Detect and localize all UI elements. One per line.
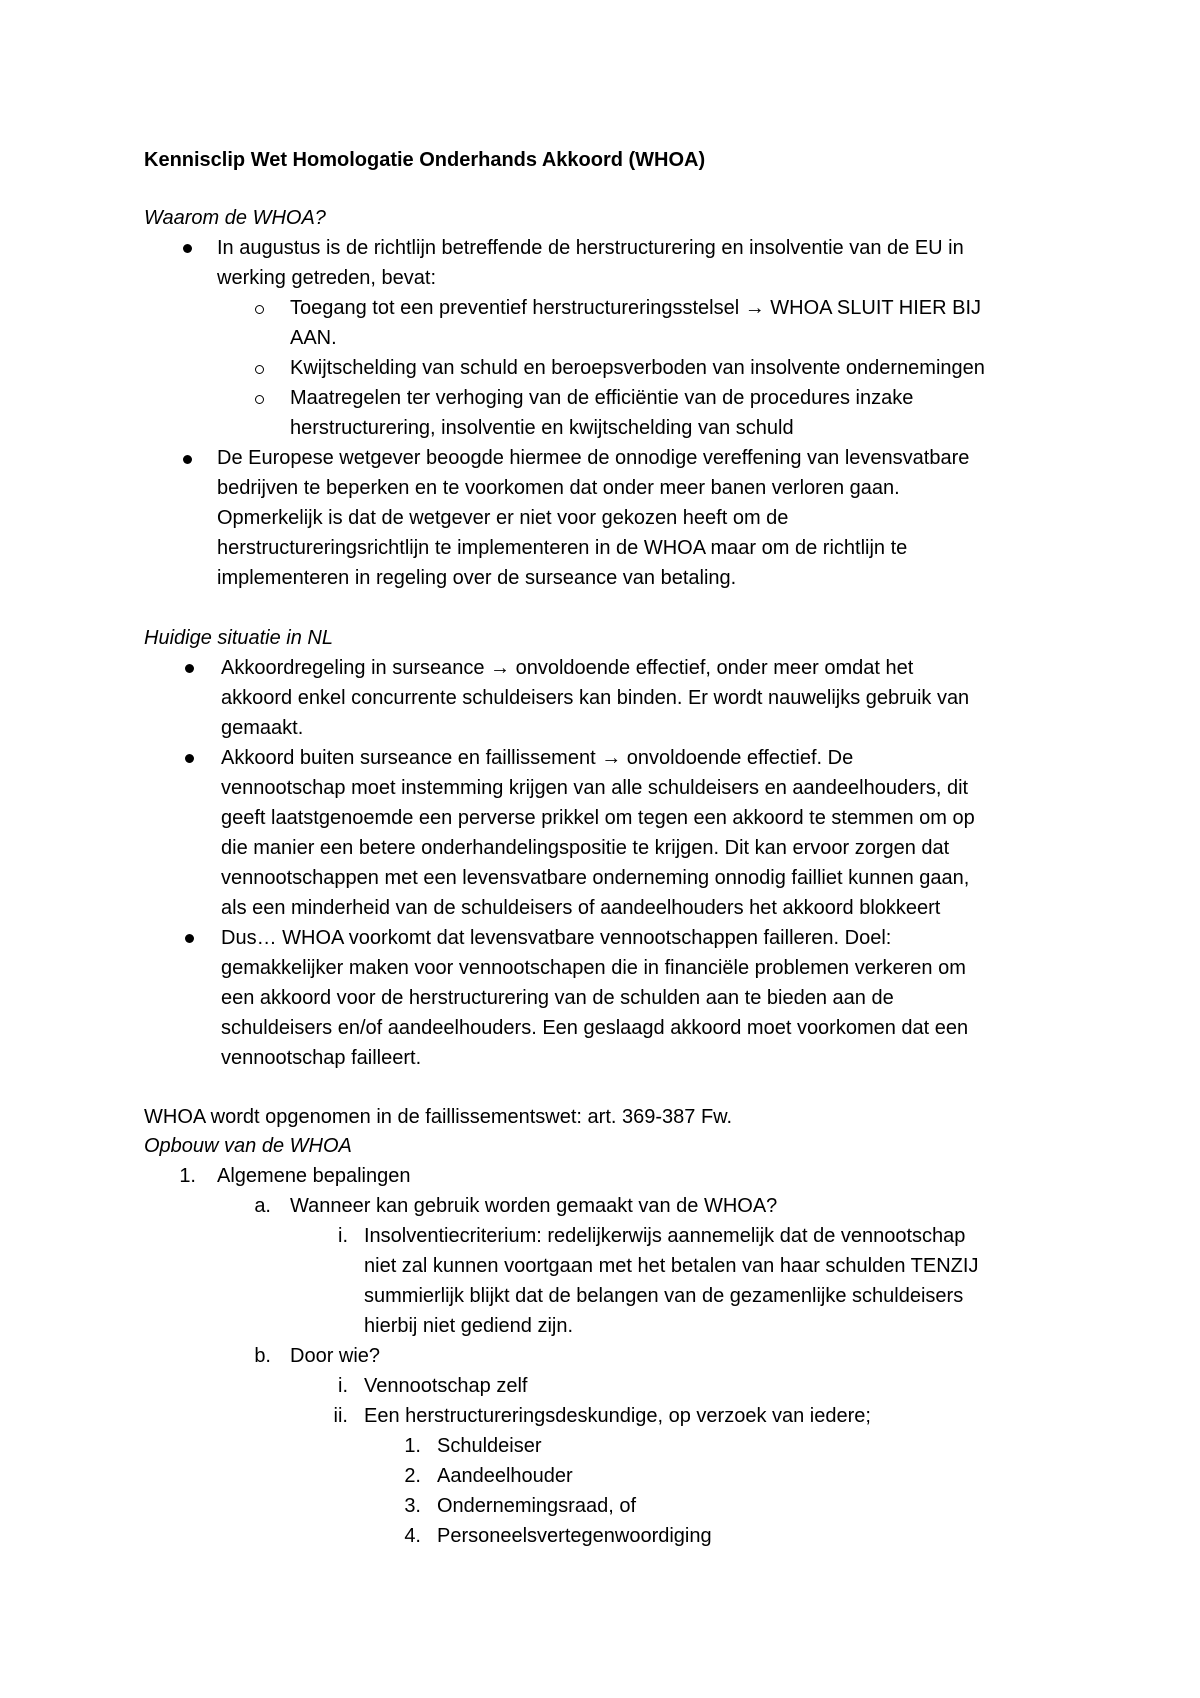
list-item-door-wie: Door wie? [290,1345,381,1367]
list-marker: 1. [179,1165,196,1187]
list-marker: 2. [404,1465,421,1487]
bullet-text-line: akkoord enkel concurrente schuldeisers kan binden. Er wordt nauwelijks gebruik van [221,687,970,709]
sub-bullet-text-line: Toegang tot een preventief herstructureringsstelsel → WHOA SLUIT HIER BIJ [290,297,982,319]
list-item-personeelsvertegenwoordiging: Personeelsvertegenwoordiging [437,1525,712,1547]
bullet-text-line: bedrijven te beperken en te voorkomen dat onder meer banen verloren gaan. [217,477,900,499]
bullet-text-line: Opmerkelijk is dat de wetgever er niet voor gekozen heeft om de [217,507,789,529]
bullet-text-line: Akkoord buiten surseance en faillissement → onvoldoende effectief. De [221,747,854,769]
list-item-text-line: hierbij niet gediend zijn. [364,1315,574,1337]
bullet-marker [185,664,194,673]
bullet-text-line: een akkoord voor de herstructurering van de schulden aan te bieden aan de [221,987,894,1009]
bullet-text-line: als een minderheid van de schuldeisers of aandeelhouders het akkoord blokkeert [221,897,941,919]
bullet-text-line: gemakkelijker maken voor vennootschapen die in financiële problemen verkeren om [221,957,966,979]
bullet-text-line: In augustus is de richtlijn betreffende de herstructurering en insolventie van de EU in [217,237,964,259]
list-item-text-line: niet zal kunnen voortgaan met het betalen van haar schulden TENZIJ [364,1255,979,1277]
list-item-text-line: Insolventiecriterium: redelijkerwijs aannemelijk dat de vennootschap [364,1225,966,1247]
section-heading-huidige-situatie: Huidige situatie in NL [144,627,333,649]
sub-bullet-marker [255,395,264,404]
list-item-schuldeiser: Schuldeiser [437,1435,542,1457]
list-marker: ii. [333,1405,348,1427]
bullet-text-line: werking getreden, bevat: [217,267,437,289]
sub-bullet-marker [255,305,264,314]
bullet-text-line: vennootschap moet instemming krijgen van alle schuldeisers en aandeelhouders, dit [221,777,969,799]
list-item-aandeelhouder: Aandeelhouder [437,1465,573,1487]
list-item-text-line: summierlijk blijkt dat de belangen van de gezamenlijke schuldeisers [364,1285,964,1307]
bullet-marker [185,754,194,763]
bullet-text-line: geeft laatstgenoemde een perverse prikkel om tegen een akkoord te stemmen om op [221,807,975,829]
bullet-text-line: gemaakt. [221,717,304,739]
list-item-vennootschap-zelf: Vennootschap zelf [364,1375,528,1397]
bullet-marker [183,244,192,253]
bullet-text-line: vennootschap failleert. [221,1047,422,1069]
list-marker: 1. [404,1435,421,1457]
bullet-marker [185,934,194,943]
list-marker: i. [338,1225,348,1247]
document-title: Kennisclip Wet Homologatie Onderhands Akkoord (WHOA) [144,149,706,171]
sub-bullet-text-line: Kwijtschelding van schuld en beroepsverboden van insolvente ondernemingen [290,357,985,379]
list-item-herstructureringsdeskundige: Een herstructureringsdeskundige, op verzoek van iedere; [364,1405,871,1427]
sub-bullet-marker [255,365,264,374]
bullet-text-line: schuldeisers en/of aandeelhouders. Een geslaagd akkoord moet voorkomen dat een [221,1017,969,1039]
list-item-algemene-bepalingen: Algemene bepalingen [217,1165,411,1187]
faillissementswet-line: WHOA wordt opgenomen in de faillissementswet: art. 369-387 Fw. [144,1106,733,1128]
bullet-text-line: De Europese wetgever beoogde hiermee de onnodige vereffening van levensvatbare [217,447,970,469]
list-marker: a. [254,1195,271,1217]
bullet-marker [183,455,192,464]
list-marker: b. [254,1345,271,1367]
list-item-wanneer: Wanneer kan gebruik worden gemaakt van de WHOA? [290,1195,778,1217]
list-item-ondernemingsraad: Ondernemingsraad, of [437,1495,637,1517]
list-marker: 3. [404,1495,421,1517]
list-marker: i. [338,1375,348,1397]
bullet-text-line: Dus… WHOA voorkomt dat levensvatbare vennootschappen failleren. Doel: [221,927,892,949]
sub-bullet-text-line: herstructurering, insolventie en kwijtschelding van schuld [290,417,794,439]
bullet-text-line: vennootschappen met een levensvatbare onderneming onnodig failliet kunnen gaan, [221,867,970,889]
bullet-text-line: herstructureringsrichtlijn te implementeren in de WHOA maar om de richtlijn te [217,537,908,559]
bullet-text-line: Akkoordregeling in surseance → onvoldoende effectief, onder meer omdat het [221,657,914,679]
bullet-text-line: implementeren in regeling over de surseance van betaling. [217,567,737,589]
section-heading-opbouw: Opbouw van de WHOA [144,1135,352,1157]
section-heading-waarom: Waarom de WHOA? [144,207,326,229]
bullet-text-line: die manier een betere onderhandelingspositie te krijgen. Dit kan ervoor zorgen dat [221,837,950,859]
list-marker: 4. [404,1525,421,1547]
sub-bullet-text-line: Maatregelen ter verhoging van de efficiëntie van de procedures inzake [290,387,914,409]
sub-bullet-text-line: AAN. [290,327,337,349]
